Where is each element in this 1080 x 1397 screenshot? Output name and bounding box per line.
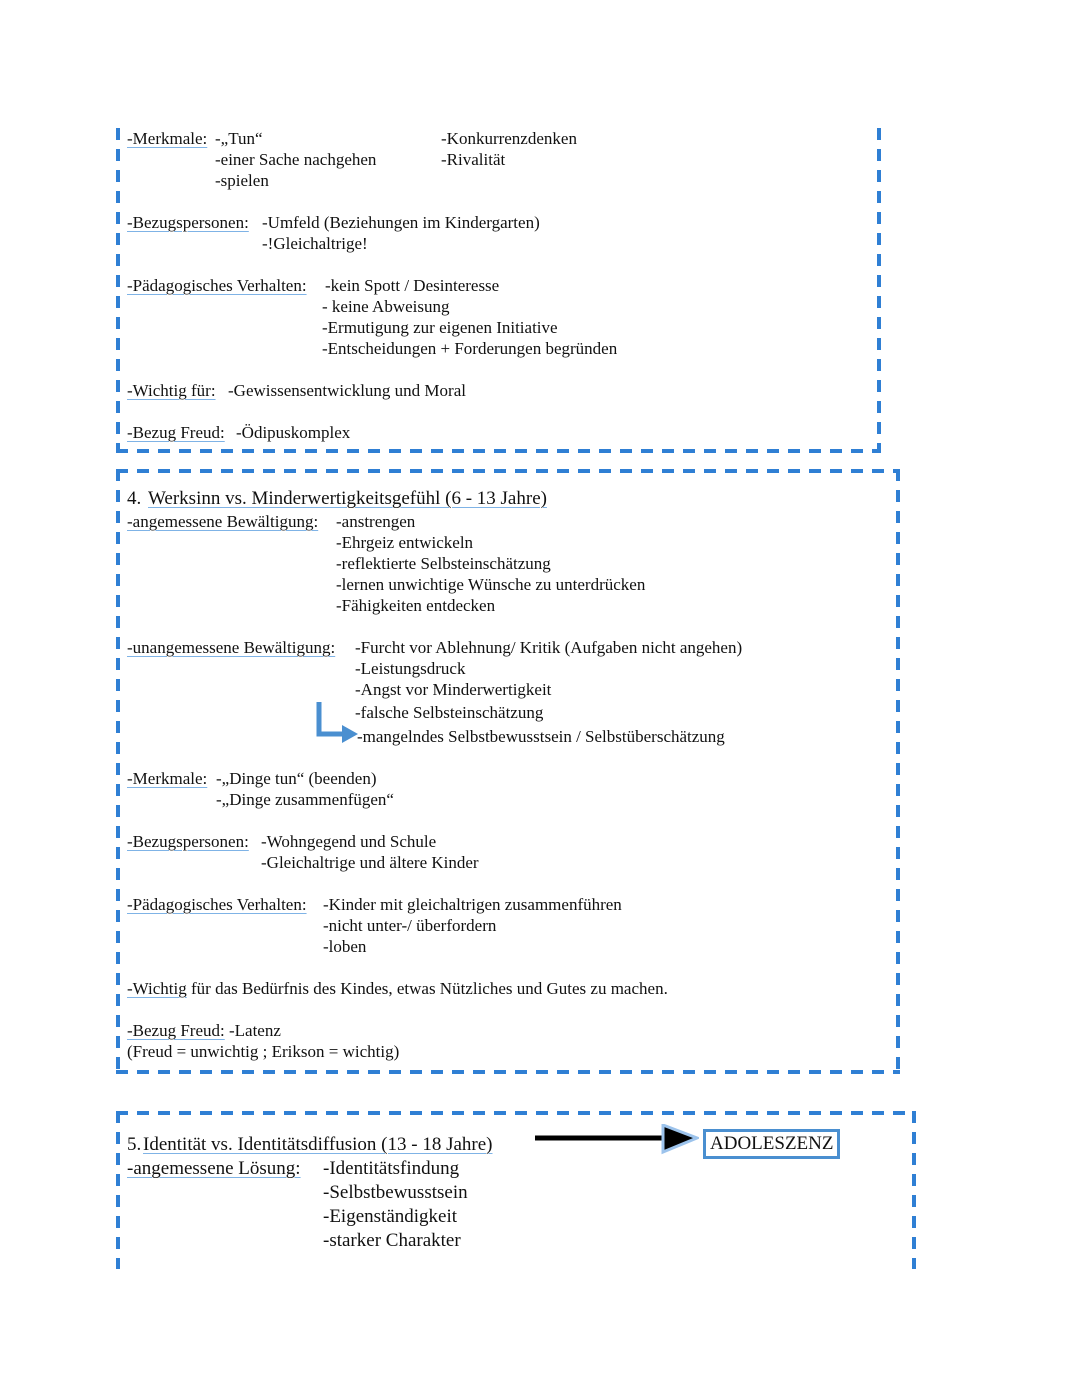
s4-num: 4. — [127, 488, 142, 509]
s4-paed-1: -Kinder mit gleichaltrigen zusammenführen — [323, 895, 622, 914]
s4-merkmale-2: -„Dinge zusammenfügen“ — [216, 790, 394, 809]
s4-bezug-2: -Gleichaltrige und ältere Kinder — [261, 853, 479, 872]
s3-paed-2: - keine Abweisung — [322, 297, 450, 316]
section5-frame-left — [116, 1111, 120, 1269]
s4-bezug-1: -Wohngegend und Schule — [261, 832, 437, 851]
s4-unang-4: -falsche Selbsteinschätzung — [355, 703, 544, 722]
s3-merkmale-2: -einer Sache nachgehen — [215, 150, 377, 169]
section4-frame-bottom — [116, 1070, 900, 1074]
s4-merkmale-label: -Merkmale: — [127, 769, 208, 788]
s3-merkmale-5: -Rivalität — [441, 150, 506, 169]
s5-loes-4: -starker Charakter — [323, 1230, 461, 1251]
section4-frame-left — [116, 469, 120, 1074]
s4-ang-3: -reflektierte Selbsteinschätzung — [336, 554, 551, 573]
s4-unang-5: -mangelndes Selbstbewusstsein / Selbstüberschätzung — [357, 727, 725, 746]
s3-merkmale-3: -spielen — [215, 171, 269, 190]
s3-bezug-1: -Umfeld (Beziehungen im Kindergarten) — [262, 213, 540, 232]
arrow-down-right-icon — [312, 700, 360, 744]
section4-frame-top — [116, 469, 900, 473]
s4-freud-label: -Bezug Freud: — [127, 1021, 225, 1040]
s4-paed-label: -Pädagogisches Verhalten: — [127, 895, 307, 914]
s4-freud-line — [127, 1020, 281, 1041]
s4-bezug-label: -Bezugspersonen: — [127, 832, 249, 851]
s3-freud-text: -Ödipuskomplex — [236, 423, 351, 442]
s4-title: Werksinn vs. Minderwertigkeitsgefühl (6 - 13 Jahre) — [148, 488, 547, 509]
adoleszenz-tag: ADOLESZENZ — [703, 1129, 840, 1159]
s3-paed-4: -Entscheidungen + Forderungen begründen — [322, 339, 618, 358]
s3-freud-label: -Bezug Freud: — [127, 423, 225, 442]
s3-merkmale-label: -Merkmale: — [127, 129, 208, 148]
s5-num: 5. — [127, 1134, 142, 1155]
s4-unang-1: -Furcht vor Ablehnung/ Kritik (Aufgaben nicht angehen) — [355, 638, 743, 657]
arrow-right-icon — [533, 1124, 699, 1156]
section4-frame-right — [896, 469, 900, 1074]
s3-merkmale-1: -„Tun“ — [215, 129, 263, 148]
s3-wichtig-label: -Wichtig für: — [127, 381, 216, 400]
s3-bezug-2: -!Gleichaltrige! — [262, 234, 368, 253]
s4-unang-3: -Angst vor Minderwertigkeit — [355, 680, 552, 699]
s4-unang-label: -unangemessene Bewältigung: — [127, 638, 336, 657]
s3-paed-3: -Ermutigung zur eigenen Initiative — [322, 318, 558, 337]
s4-freud-text: -Latenz — [224, 1021, 281, 1040]
s4-paed-3: -loben — [323, 937, 367, 956]
s3-bezug-label: -Bezugspersonen: — [127, 213, 249, 232]
s5-loes-3: -Eigenständigkeit — [323, 1206, 458, 1227]
s4-paed-2: -nicht unter-/ überfordern — [323, 916, 497, 935]
s4-wichtig-line — [127, 978, 668, 999]
section3-frame-left — [116, 128, 120, 452]
section5-frame-right — [912, 1111, 916, 1269]
s3-paed-label: -Pädagogisches Verhalten: — [127, 276, 307, 295]
section3-frame-right — [877, 128, 881, 452]
s4-ang-4: -lernen unwichtige Wünsche zu unterdrücken — [336, 575, 646, 594]
s4-ang-label: -angemessene Bewältigung: — [127, 512, 319, 531]
s5-loes-2: -Selbstbewusstsein — [323, 1182, 468, 1203]
s3-merkmale-4: -Konkurrenzdenken — [441, 129, 577, 148]
s3-wichtig-text: -Gewissensentwicklung und Moral — [228, 381, 466, 400]
section3-frame-bottom — [116, 449, 881, 453]
s4-ang-1: -anstrengen — [336, 512, 416, 531]
section5-frame-top — [116, 1111, 916, 1115]
s4-ang-5: -Fähigkeiten entdecken — [336, 596, 496, 615]
s4-ang-2: -Ehrgeiz entwickeln — [336, 533, 474, 552]
s5-loes-1: -Identitätsfindung — [323, 1158, 460, 1179]
s5-title: Identität vs. Identitätsdiffusion (13 - 18 Jahre) — [143, 1134, 493, 1155]
s4-wichtig-text: für das Bedürfnis des Kindes, etwas Nützliches und Gutes zu machen. — [186, 979, 668, 998]
s4-freud-note: (Freud = unwichtig ; Erikson = wichtig) — [127, 1042, 400, 1061]
s3-paed-1: -kein Spott / Desinteresse — [325, 276, 500, 295]
s4-unang-2: -Leistungsdruck — [355, 659, 466, 678]
s5-loes-label: -angemessene Lösung: — [127, 1158, 301, 1179]
s4-merkmale-1: -„Dinge tun“ (beenden) — [216, 769, 377, 788]
s4-wichtig-label: -Wichtig — [127, 979, 187, 998]
